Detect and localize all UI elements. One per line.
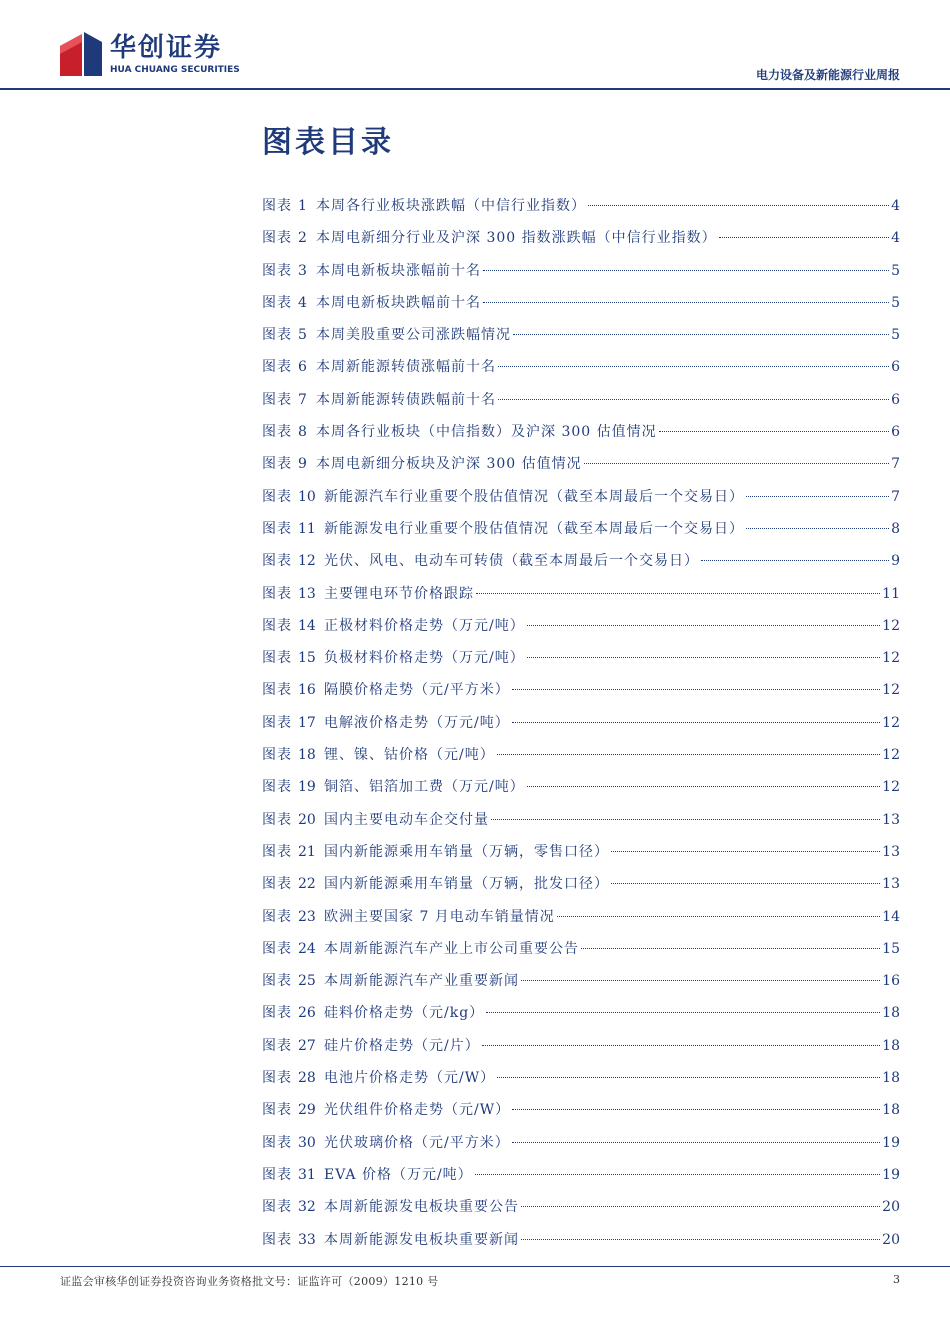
toc-entry-title: 国内主要电动车企交付量: [324, 811, 489, 828]
toc-entry-label: 图表: [262, 940, 292, 957]
toc-entry-number: 17: [298, 714, 316, 731]
toc-entry-page: 18: [882, 1037, 900, 1054]
toc-dot-leader: [659, 421, 889, 432]
toc-dot-leader: [512, 712, 880, 723]
toc-entry-title: 本周电新板块跌幅前十名: [316, 294, 481, 311]
toc-entry-title: 本周新能源发电板块重要新闻: [324, 1231, 519, 1248]
toc-entry-title: 欧洲主要国家 7 月电动车销量情况: [324, 908, 555, 925]
toc-entry-page: 18: [882, 1102, 900, 1119]
toc-entry-label: 图表: [262, 617, 292, 634]
toc-dot-leader: [527, 776, 880, 787]
toc-entry-label: 图表: [262, 714, 292, 731]
toc-entry-label: 图表: [262, 424, 292, 441]
toc-entry[interactable]: [262, 545, 900, 577]
toc-entry-title: 新能源发电行业重要个股估值情况（截至本周最后一个交易日）: [324, 520, 744, 537]
toc-dot-leader: [581, 938, 880, 949]
toc-entry-page: 6: [891, 391, 900, 408]
toc-dot-leader: [611, 873, 880, 884]
toc-entry-title: 本周电新细分行业及沪深 300 指数涨跌幅（中信行业指数）: [316, 230, 717, 247]
toc-entry-page: 6: [891, 359, 900, 376]
toc-entry[interactable]: [262, 513, 900, 545]
toc-entry[interactable]: [262, 190, 900, 222]
toc-entry-page: 12: [882, 650, 900, 667]
toc-entry-title: 本周新能源汽车产业重要新闻: [324, 973, 519, 990]
toc-entry[interactable]: [262, 965, 900, 997]
toc-dot-leader: [521, 1196, 880, 1207]
toc-entry-label: 图表: [262, 876, 292, 893]
toc-entry-label: 图表: [262, 262, 292, 279]
page-header: [0, 0, 950, 92]
toc-dot-leader: [719, 227, 889, 238]
toc-entry-label: 图表: [262, 1102, 292, 1119]
toc-entry-number: 3: [298, 262, 307, 279]
toc-entry-title: 国内新能源乘用车销量（万辆，批发口径）: [324, 876, 609, 893]
toc-entry-page: 13: [882, 811, 900, 828]
toc-entry-label: 图表: [262, 843, 292, 860]
huachuang-logo-icon: [58, 30, 104, 76]
toc-entry-number: 20: [298, 811, 316, 828]
toc-entry-number: 26: [298, 1005, 316, 1022]
toc-entry-page: 13: [882, 876, 900, 893]
toc-entry[interactable]: [262, 1030, 900, 1062]
toc-entry-number: 24: [298, 940, 316, 957]
toc-entry-label: 图表: [262, 294, 292, 311]
toc-entry-title: 本周新能源汽车产业上市公司重要公告: [324, 940, 579, 957]
toc-dot-leader: [512, 679, 880, 690]
header-divider: [0, 88, 950, 90]
toc-entry[interactable]: [262, 1062, 900, 1094]
toc-dot-leader: [521, 970, 880, 981]
toc-entry-label: 图表: [262, 682, 292, 699]
toc-entry-number: 1: [298, 198, 307, 214]
toc-entry-title: EVA 价格（万元/吨）: [324, 1166, 473, 1183]
toc-entry-number: 25: [298, 973, 316, 990]
toc-entry-number: 18: [298, 747, 316, 764]
toc-entry-page: 4: [891, 230, 900, 247]
toc-dot-leader: [557, 906, 880, 917]
toc-dot-leader: [701, 550, 889, 561]
toc-entry-page: 4: [891, 198, 900, 214]
toc-entry-number: 22: [298, 876, 316, 893]
toc-entry-page: 5: [891, 294, 900, 311]
toc-entry-title: 本周各行业板块（中信指数）及沪深 300 估值情况: [316, 424, 657, 441]
toc-entry-label: 图表: [262, 327, 292, 344]
toc-entry[interactable]: [262, 804, 900, 836]
toc-entry-number: 11: [298, 520, 316, 537]
toc-dot-leader: [527, 647, 880, 658]
toc-entry-label: 图表: [262, 553, 292, 570]
toc-entry-number: 13: [298, 585, 316, 602]
toc-dot-leader: [611, 841, 880, 852]
toc-entry[interactable]: [262, 578, 900, 610]
toc-entry-label: 图表: [262, 1166, 292, 1183]
toc-dot-leader: [491, 809, 880, 820]
toc-entry[interactable]: [262, 674, 900, 706]
toc-entry-title: 本周新能源发电板块重要公告: [324, 1199, 519, 1216]
toc-entry-title: 本周新能源转债涨幅前十名: [316, 359, 496, 376]
toc-entry[interactable]: [262, 771, 900, 803]
toc-entry-number: 7: [298, 391, 307, 408]
toc-dot-leader: [527, 615, 880, 626]
toc-entry-label: 图表: [262, 747, 292, 764]
toc-entry-label: 图表: [262, 1005, 292, 1022]
toc-entry-page: 16: [882, 973, 900, 990]
toc-entry-number: 8: [298, 424, 307, 441]
toc-entry-page: 7: [891, 456, 900, 473]
toc-entry-label: 图表: [262, 650, 292, 667]
toc-dot-leader: [746, 486, 889, 497]
logo-chinese-name: 华创证券: [110, 33, 223, 63]
toc-entry-number: 29: [298, 1102, 316, 1119]
toc-entry-number: 9: [298, 456, 307, 473]
toc-entry-label: 图表: [262, 908, 292, 925]
toc-entry[interactable]: [262, 868, 900, 900]
toc-entry-title: 光伏、风电、电动车可转债（截至本周最后一个交易日）: [324, 553, 699, 570]
table-of-figures: [262, 190, 900, 1256]
toc-entry-number: 12: [298, 553, 316, 570]
toc-entry-title: 正极材料价格走势（万元/吨）: [324, 617, 525, 634]
toc-entry-page: 20: [882, 1231, 900, 1248]
toc-entry-page: 11: [882, 585, 900, 602]
toc-entry-page: 19: [882, 1166, 900, 1183]
toc-dot-leader: [483, 292, 889, 303]
toc-dot-leader: [498, 389, 889, 400]
toc-entry-number: 4: [298, 294, 307, 311]
toc-entry-page: 7: [891, 488, 900, 505]
toc-entry[interactable]: [262, 642, 900, 674]
toc-entry[interactable]: [262, 1094, 900, 1126]
toc-entry-page: 5: [891, 262, 900, 279]
toc-entry-label: 图表: [262, 1134, 292, 1151]
toc-entry[interactable]: [262, 384, 900, 416]
toc-entry-label: 图表: [262, 1231, 292, 1248]
toc-entry[interactable]: [262, 448, 900, 480]
toc-entry[interactable]: [262, 1224, 900, 1256]
toc-entry-title: 本周美股重要公司涨跌幅情况: [316, 327, 511, 344]
toc-entry-title: 铜箔、铝箔加工费（万元/吨）: [324, 779, 525, 796]
toc-entry-title: 锂、镍、钴价格（元/吨）: [324, 747, 495, 764]
toc-entry-number: 14: [298, 617, 316, 634]
toc-dot-leader: [482, 1035, 880, 1046]
toc-entry[interactable]: [262, 933, 900, 965]
toc-entry-number: 31: [298, 1166, 316, 1183]
toc-entry-label: 图表: [262, 1199, 292, 1216]
toc-entry-number: 19: [298, 779, 316, 796]
toc-dot-leader: [475, 1164, 881, 1175]
toc-entry-label: 图表: [262, 973, 292, 990]
toc-entry[interactable]: [262, 836, 900, 868]
toc-entry-page: 5: [891, 327, 900, 344]
toc-entry-number: 15: [298, 650, 316, 667]
toc-entry-page: 18: [882, 1005, 900, 1022]
toc-entry-title: 硅料价格走势（元/kg）: [324, 1005, 485, 1022]
toc-entry-title: 电池片价格走势（元/W）: [324, 1070, 496, 1087]
toc-entry-page: 12: [882, 617, 900, 634]
toc-dot-leader: [584, 453, 889, 464]
toc-entry-title: 国内新能源乘用车销量（万辆，零售口径）: [324, 843, 609, 860]
page-number: 3: [893, 1273, 900, 1286]
toc-entry[interactable]: [262, 319, 900, 351]
toc-entry-label: 图表: [262, 359, 292, 376]
toc-entry-page: 13: [882, 843, 900, 860]
toc-entry-page: 14: [882, 908, 900, 925]
toc-entry-title: 硅片价格走势（元/片）: [324, 1037, 480, 1054]
toc-entry[interactable]: [262, 901, 900, 933]
toc-entry-page: 6: [891, 424, 900, 441]
toc-entry[interactable]: [262, 610, 900, 642]
toc-entry-title: 光伏玻璃价格（元/平方米）: [324, 1134, 510, 1151]
toc-entry[interactable]: [262, 739, 900, 771]
toc-entry[interactable]: [262, 1191, 900, 1223]
toc-entry-number: 5: [298, 327, 307, 344]
toc-entry-page: 12: [882, 682, 900, 699]
toc-entry-page: 12: [882, 779, 900, 796]
toc-dot-leader: [746, 518, 889, 529]
toc-dot-leader: [498, 356, 889, 367]
toc-entry[interactable]: [262, 1127, 900, 1159]
toc-entry-page: 20: [882, 1199, 900, 1216]
toc-entry-page: 8: [891, 520, 900, 537]
toc-entry-label: 图表: [262, 585, 292, 602]
toc-entry-number: 16: [298, 682, 316, 699]
toc-dot-leader: [486, 1002, 880, 1013]
toc-entry-page: 9: [891, 553, 900, 570]
toc-entry-label: 图表: [262, 779, 292, 796]
toc-entry-title: 本周新能源转债跌幅前十名: [316, 391, 496, 408]
toc-entry[interactable]: [262, 1159, 900, 1191]
toc-dot-leader: [483, 260, 889, 271]
toc-entry-number: 33: [298, 1231, 316, 1248]
toc-dot-leader: [512, 1099, 880, 1110]
toc-entry-page: 15: [882, 940, 900, 957]
toc-dot-leader: [513, 324, 889, 335]
toc-entry-title: 本周电新细分板块及沪深 300 估值情况: [316, 456, 582, 473]
toc-entry-page: 12: [882, 714, 900, 731]
toc-entry-page: 12: [882, 747, 900, 764]
toc-entry-page: 19: [882, 1134, 900, 1151]
toc-dot-leader: [521, 1229, 880, 1240]
toc-entry-number: 2: [298, 230, 307, 247]
toc-entry-label: 图表: [262, 1037, 292, 1054]
toc-entry-number: 30: [298, 1134, 316, 1151]
toc-entry-title: 隔膜价格走势（元/平方米）: [324, 682, 510, 699]
toc-dot-leader: [497, 1067, 880, 1078]
toc-entry-title: 新能源汽车行业重要个股估值情况（截至本周最后一个交易日）: [324, 488, 744, 505]
toc-entry-title: 光伏组件价格走势（元/W）: [324, 1102, 511, 1119]
report-type-title: 电力设备及新能源行业周报: [755, 68, 900, 82]
page-title: 图表目录: [262, 125, 394, 160]
toc-entry[interactable]: [262, 287, 900, 319]
toc-entry-label: 图表: [262, 391, 292, 408]
footer-divider: [0, 1266, 950, 1267]
toc-entry-label: 图表: [262, 1070, 292, 1087]
toc-entry-label: 图表: [262, 488, 292, 505]
toc-entry-title: 本周电新板块涨幅前十名: [316, 262, 481, 279]
toc-entry-number: 27: [298, 1037, 316, 1054]
toc-entry-label: 图表: [262, 198, 292, 214]
toc-dot-leader: [476, 583, 880, 594]
footer-license-text: 证监会审核华创证券投资咨询业务资格批文号：证监许可（2009）1210 号: [60, 1275, 439, 1288]
toc-dot-leader: [497, 744, 880, 755]
toc-dot-leader: [512, 1132, 880, 1143]
toc-entry-title: 负极材料价格走势（万元/吨）: [324, 650, 525, 667]
toc-entry-number: 28: [298, 1070, 316, 1087]
toc-entry-page: 18: [882, 1070, 900, 1087]
toc-entry[interactable]: [262, 351, 900, 383]
toc-entry[interactable]: [262, 222, 900, 254]
toc-entry-label: 图表: [262, 230, 292, 247]
toc-entry-title: 主要锂电环节价格跟踪: [324, 585, 474, 602]
toc-entry-number: 21: [298, 843, 316, 860]
toc-entry[interactable]: [262, 481, 900, 513]
toc-entry[interactable]: [262, 707, 900, 739]
toc-entry-title: 电解液价格走势（万元/吨）: [324, 714, 510, 731]
logo-english-name: HUA CHUANG SECURITIES: [110, 65, 240, 75]
toc-entry-number: 6: [298, 359, 307, 376]
toc-entry-label: 图表: [262, 456, 292, 473]
toc-entry-label: 图表: [262, 811, 292, 828]
toc-entry-number: 10: [298, 488, 316, 505]
toc-entry[interactable]: [262, 255, 900, 287]
toc-entry-number: 32: [298, 1199, 316, 1216]
toc-entry[interactable]: [262, 416, 900, 448]
toc-entry-title: 本周各行业板块涨跌幅（中信行业指数）: [316, 198, 586, 214]
toc-dot-leader: [588, 195, 889, 206]
toc-entry[interactable]: [262, 997, 900, 1029]
toc-entry-label: 图表: [262, 520, 292, 537]
toc-entry-number: 23: [298, 908, 316, 925]
